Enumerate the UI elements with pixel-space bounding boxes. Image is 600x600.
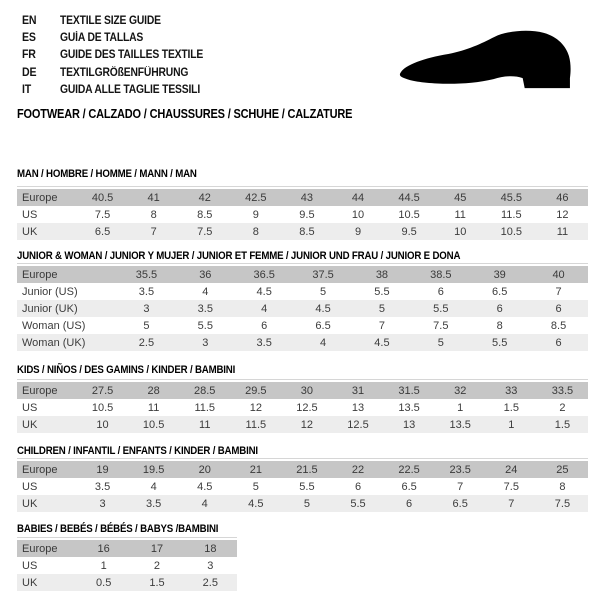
size-cell: 45 bbox=[435, 189, 486, 206]
table-row bbox=[17, 416, 588, 433]
row-label: US bbox=[17, 399, 77, 416]
size-cell: 7 bbox=[529, 283, 588, 300]
row-label: Europe bbox=[17, 540, 77, 557]
row-label: Junior (UK) bbox=[17, 300, 117, 317]
size-cell: 22 bbox=[332, 461, 383, 478]
size-table-kids bbox=[17, 379, 588, 433]
size-cell: 9 bbox=[332, 223, 383, 240]
size-cell: 6 bbox=[332, 478, 383, 495]
size-cell: 11.5 bbox=[179, 399, 230, 416]
row-label: Europe bbox=[17, 189, 77, 206]
size-cell: 10 bbox=[332, 206, 383, 223]
language-row bbox=[22, 47, 219, 64]
category-title: FOOTWEAR / CALZADO / CHAUSSURES / SCHUHE / CALZATURE bbox=[17, 107, 353, 121]
size-cell: 1 bbox=[486, 416, 537, 433]
table-row bbox=[17, 223, 588, 240]
size-cell: 7.5 bbox=[77, 206, 128, 223]
size-cell: 3.5 bbox=[77, 478, 128, 495]
size-cell: 1.5 bbox=[130, 574, 183, 591]
size-cell: 19 bbox=[77, 461, 128, 478]
size-cell: 2 bbox=[130, 557, 183, 574]
size-table-babies bbox=[17, 537, 237, 591]
size-table-man bbox=[17, 186, 588, 240]
size-cell: 45.5 bbox=[486, 189, 537, 206]
size-cell: 9 bbox=[230, 206, 281, 223]
size-cell: 10.5 bbox=[384, 206, 435, 223]
size-cell: 4.5 bbox=[353, 334, 412, 351]
size-cell: 43 bbox=[281, 189, 332, 206]
size-cell: 8 bbox=[230, 223, 281, 240]
language-code: EN bbox=[22, 14, 37, 27]
size-cell: 44.5 bbox=[384, 189, 435, 206]
size-cell: 19.5 bbox=[128, 461, 179, 478]
size-cell: 5.5 bbox=[176, 317, 235, 334]
table-title-babies: BABIES / BEBÉS / BÉBÉS / BABYS /BAMBINI bbox=[17, 523, 219, 535]
size-cell: 1.5 bbox=[486, 399, 537, 416]
size-cell: 33 bbox=[486, 382, 537, 399]
size-cell: 7.5 bbox=[179, 223, 230, 240]
size-cell: 6.5 bbox=[77, 223, 128, 240]
size-cell: 7.5 bbox=[537, 495, 588, 512]
size-cell: 28.5 bbox=[179, 382, 230, 399]
size-cell: 42.5 bbox=[230, 189, 281, 206]
size-cell: 29.5 bbox=[230, 382, 281, 399]
size-cell: 4 bbox=[235, 300, 294, 317]
dress-shoe-icon bbox=[396, 28, 582, 98]
size-cell: 31.5 bbox=[384, 382, 435, 399]
size-cell: 5 bbox=[411, 334, 470, 351]
row-label: UK bbox=[17, 495, 77, 512]
size-cell: 30 bbox=[281, 382, 332, 399]
row-label: UK bbox=[17, 416, 77, 433]
size-cell: 6 bbox=[384, 495, 435, 512]
size-cell: 9.5 bbox=[384, 223, 435, 240]
size-cell: 10.5 bbox=[77, 399, 128, 416]
size-cell: 13 bbox=[384, 416, 435, 433]
language-code: IT bbox=[22, 84, 32, 97]
size-cell: 40.5 bbox=[77, 189, 128, 206]
size-cell: 37.5 bbox=[294, 266, 353, 283]
row-label: Junior (US) bbox=[17, 283, 117, 300]
size-cell: 3.5 bbox=[176, 300, 235, 317]
row-label: Woman (US) bbox=[17, 317, 117, 334]
table-row bbox=[17, 206, 588, 223]
language-code: ES bbox=[22, 32, 36, 45]
size-table-children bbox=[17, 458, 588, 512]
table-title-children: CHILDREN / INFANTIL / ENFANTS / KINDER / BAMBINI bbox=[17, 445, 258, 457]
size-cell: 18 bbox=[184, 540, 237, 557]
size-cell: 4.5 bbox=[294, 300, 353, 317]
language-row bbox=[22, 82, 219, 99]
row-label: Europe bbox=[17, 266, 117, 283]
size-cell: 11.5 bbox=[486, 206, 537, 223]
row-label: UK bbox=[17, 574, 77, 591]
size-cell: 4.5 bbox=[179, 478, 230, 495]
row-label: US bbox=[17, 557, 77, 574]
size-cell: 12.5 bbox=[332, 416, 383, 433]
size-cell: 11.5 bbox=[230, 416, 281, 433]
size-cell: 4 bbox=[179, 495, 230, 512]
size-cell: 13.5 bbox=[435, 416, 486, 433]
table-row bbox=[17, 317, 588, 334]
size-cell: 38 bbox=[353, 266, 412, 283]
size-cell: 0.5 bbox=[77, 574, 130, 591]
size-cell: 2.5 bbox=[184, 574, 237, 591]
size-cell: 7.5 bbox=[411, 317, 470, 334]
size-cell: 17 bbox=[130, 540, 183, 557]
size-cell: 23.5 bbox=[435, 461, 486, 478]
row-label: Europe bbox=[17, 461, 77, 478]
size-cell: 3 bbox=[77, 495, 128, 512]
size-cell: 8.5 bbox=[179, 206, 230, 223]
size-cell: 5.5 bbox=[281, 478, 332, 495]
size-cell: 28 bbox=[128, 382, 179, 399]
table-row bbox=[17, 574, 237, 591]
size-cell: 39 bbox=[470, 266, 529, 283]
size-table bbox=[17, 266, 588, 351]
size-cell: 5 bbox=[294, 283, 353, 300]
size-cell: 6 bbox=[411, 283, 470, 300]
size-cell: 4.5 bbox=[230, 495, 281, 512]
size-cell: 44 bbox=[332, 189, 383, 206]
size-cell: 6 bbox=[529, 300, 588, 317]
row-label: Europe bbox=[17, 382, 77, 399]
size-cell: 2.5 bbox=[117, 334, 176, 351]
table-row bbox=[17, 540, 237, 557]
size-cell: 3 bbox=[184, 557, 237, 574]
size-cell: 10 bbox=[77, 416, 128, 433]
size-cell: 8 bbox=[128, 206, 179, 223]
language-title: GUIDA ALLE TAGLIE TESSILI bbox=[60, 84, 201, 97]
table-title-man: MAN / HOMBRE / HOMME / MANN / MAN bbox=[17, 168, 197, 180]
size-cell: 25 bbox=[537, 461, 588, 478]
size-cell: 38.5 bbox=[411, 266, 470, 283]
size-cell: 7 bbox=[435, 478, 486, 495]
size-cell: 10.5 bbox=[486, 223, 537, 240]
size-cell: 9.5 bbox=[281, 206, 332, 223]
size-cell: 10 bbox=[435, 223, 486, 240]
row-label: UK bbox=[17, 223, 77, 240]
language-title: GUÍA DE TALLAS bbox=[60, 32, 144, 45]
table-row bbox=[17, 495, 588, 512]
row-label: Woman (UK) bbox=[17, 334, 117, 351]
language-title: TEXTILGRÖßENFÜHRUNG bbox=[60, 66, 189, 79]
size-cell: 21.5 bbox=[281, 461, 332, 478]
size-cell: 8 bbox=[470, 317, 529, 334]
size-cell: 42 bbox=[179, 189, 230, 206]
size-cell: 10.5 bbox=[128, 416, 179, 433]
size-cell: 3.5 bbox=[117, 283, 176, 300]
size-cell: 11 bbox=[435, 206, 486, 223]
language-row bbox=[22, 29, 219, 46]
table-row bbox=[17, 266, 588, 283]
size-cell: 6 bbox=[235, 317, 294, 334]
table-row bbox=[17, 557, 237, 574]
size-cell: 46 bbox=[537, 189, 588, 206]
size-table bbox=[17, 540, 237, 591]
language-row bbox=[22, 12, 219, 29]
size-cell: 4 bbox=[176, 283, 235, 300]
size-cell: 3 bbox=[176, 334, 235, 351]
size-cell: 4 bbox=[294, 334, 353, 351]
size-cell: 12.5 bbox=[281, 399, 332, 416]
table-row bbox=[17, 382, 588, 399]
size-cell: 5 bbox=[281, 495, 332, 512]
table-row bbox=[17, 300, 588, 317]
size-cell: 16 bbox=[77, 540, 130, 557]
size-cell: 33.5 bbox=[537, 382, 588, 399]
language-title: TEXTILE SIZE GUIDE bbox=[60, 14, 161, 27]
size-table bbox=[17, 461, 588, 512]
table-title-kids: KIDS / NIÑOS / DES GAMINS / KINDER / BAMBINI bbox=[17, 364, 236, 376]
table-row bbox=[17, 461, 588, 478]
size-cell: 6.5 bbox=[294, 317, 353, 334]
size-cell: 20 bbox=[179, 461, 230, 478]
size-cell: 12 bbox=[281, 416, 332, 433]
table-row bbox=[17, 399, 588, 416]
size-cell: 8.5 bbox=[529, 317, 588, 334]
size-cell: 7 bbox=[353, 317, 412, 334]
table-row bbox=[17, 283, 588, 300]
size-table-junior-woman bbox=[17, 263, 588, 351]
size-cell: 27.5 bbox=[77, 382, 128, 399]
size-cell: 4 bbox=[128, 478, 179, 495]
size-cell: 24 bbox=[486, 461, 537, 478]
size-cell: 7 bbox=[486, 495, 537, 512]
size-cell: 40 bbox=[529, 266, 588, 283]
size-cell: 13.5 bbox=[384, 399, 435, 416]
size-cell: 6.5 bbox=[470, 283, 529, 300]
size-cell: 3.5 bbox=[128, 495, 179, 512]
size-cell: 41 bbox=[128, 189, 179, 206]
size-cell: 22.5 bbox=[384, 461, 435, 478]
size-cell: 5.5 bbox=[411, 300, 470, 317]
size-cell: 2 bbox=[537, 399, 588, 416]
size-cell: 1 bbox=[435, 399, 486, 416]
size-cell: 6 bbox=[529, 334, 588, 351]
size-cell: 12 bbox=[537, 206, 588, 223]
row-label: US bbox=[17, 206, 77, 223]
size-cell: 21 bbox=[230, 461, 281, 478]
size-cell: 5.5 bbox=[353, 283, 412, 300]
size-cell: 8 bbox=[537, 478, 588, 495]
size-cell: 36 bbox=[176, 266, 235, 283]
size-cell: 11 bbox=[537, 223, 588, 240]
language-list bbox=[22, 12, 219, 99]
size-cell: 35.5 bbox=[117, 266, 176, 283]
size-cell: 7.5 bbox=[486, 478, 537, 495]
size-cell: 5 bbox=[117, 317, 176, 334]
size-cell: 6 bbox=[470, 300, 529, 317]
size-cell: 6.5 bbox=[435, 495, 486, 512]
size-cell: 32 bbox=[435, 382, 486, 399]
size-cell: 31 bbox=[332, 382, 383, 399]
size-cell: 13 bbox=[332, 399, 383, 416]
size-cell: 4.5 bbox=[235, 283, 294, 300]
size-table bbox=[17, 382, 588, 433]
size-cell: 1.5 bbox=[537, 416, 588, 433]
table-row bbox=[17, 334, 588, 351]
size-cell: 5 bbox=[353, 300, 412, 317]
size-cell: 7 bbox=[128, 223, 179, 240]
language-code: DE bbox=[22, 66, 37, 79]
language-code: FR bbox=[22, 49, 36, 62]
size-cell: 8.5 bbox=[281, 223, 332, 240]
size-cell: 3 bbox=[117, 300, 176, 317]
size-cell: 36.5 bbox=[235, 266, 294, 283]
size-cell: 6.5 bbox=[384, 478, 435, 495]
size-cell: 11 bbox=[128, 399, 179, 416]
size-cell: 5 bbox=[230, 478, 281, 495]
size-cell: 5.5 bbox=[332, 495, 383, 512]
size-cell: 5.5 bbox=[470, 334, 529, 351]
size-cell: 3.5 bbox=[235, 334, 294, 351]
table-row bbox=[17, 189, 588, 206]
table-title-junior-woman: JUNIOR & WOMAN / JUNIOR Y MUJER / JUNIOR ET FEMME / JUNIOR UND FRAU / JUNIOR E DONA bbox=[17, 250, 461, 262]
size-cell: 1 bbox=[77, 557, 130, 574]
size-cell: 11 bbox=[179, 416, 230, 433]
language-row bbox=[22, 64, 219, 81]
size-cell: 12 bbox=[230, 399, 281, 416]
language-title: GUIDE DES TAILLES TEXTILE bbox=[60, 49, 204, 62]
size-table bbox=[17, 189, 588, 240]
table-row bbox=[17, 478, 588, 495]
row-label: US bbox=[17, 478, 77, 495]
